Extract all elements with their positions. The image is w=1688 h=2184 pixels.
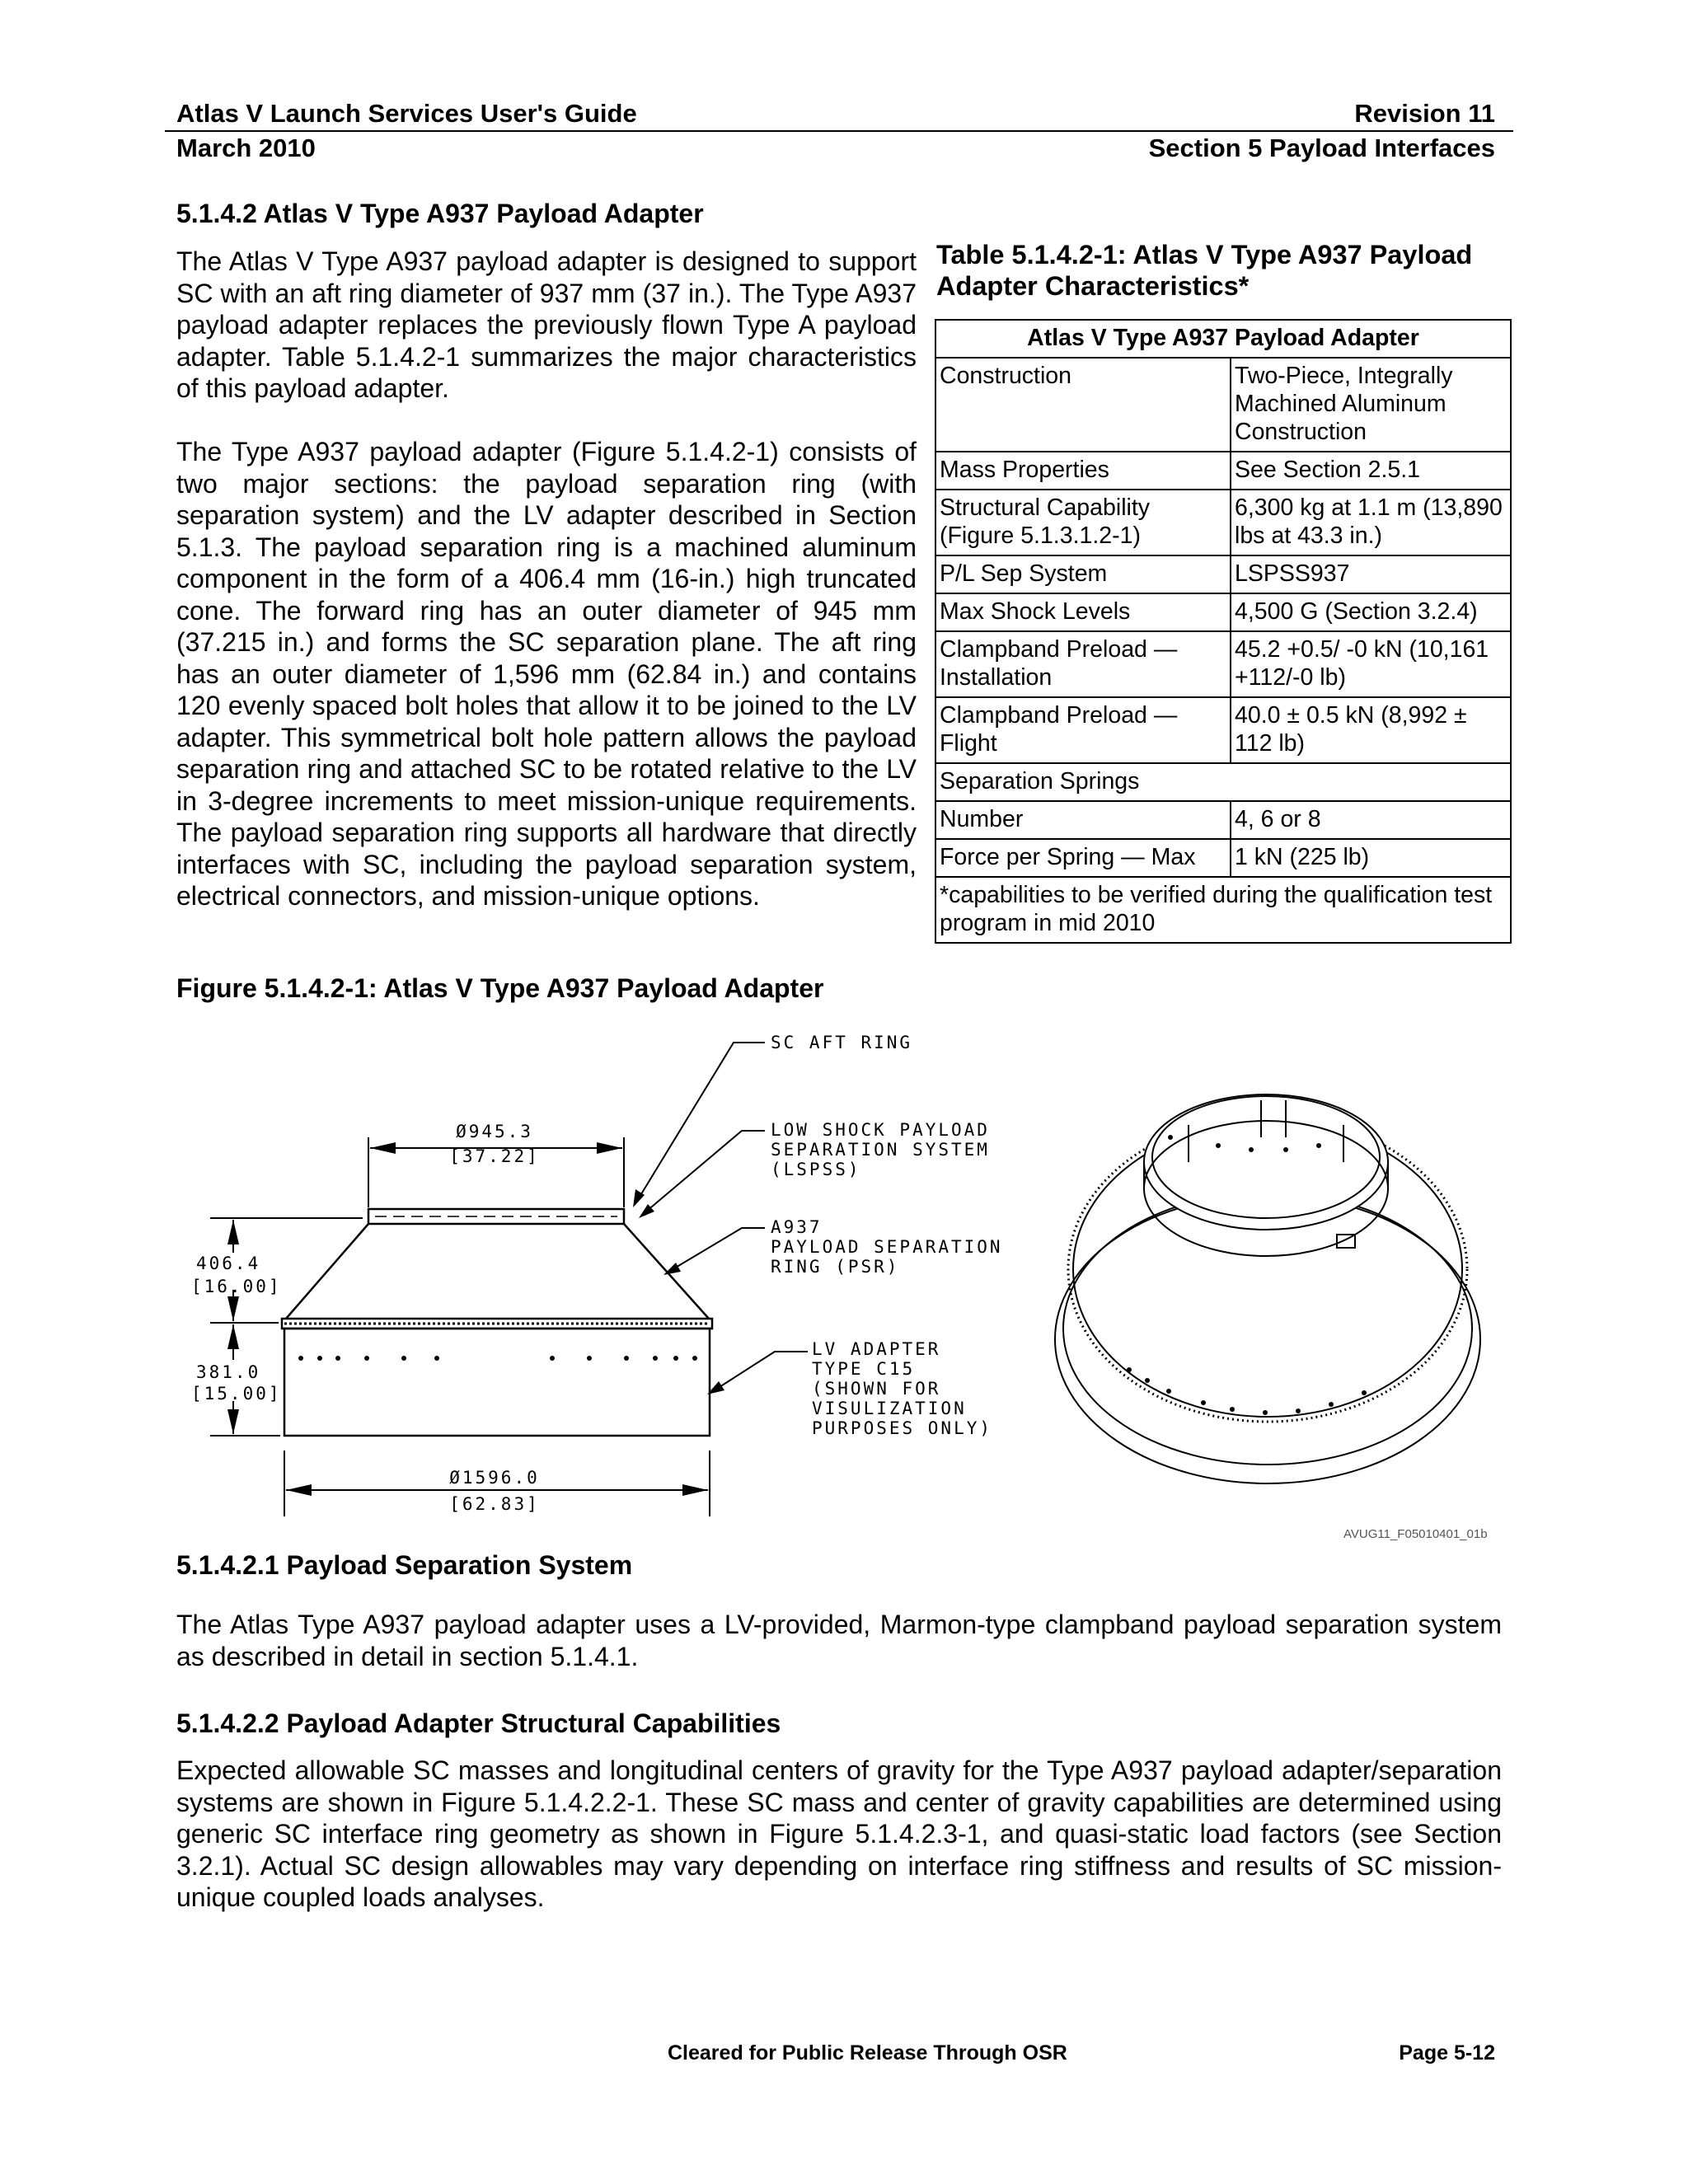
page-number: Page 5-12 [1399, 2041, 1495, 2064]
table-footnote: *capabilities to be verified during the qualification test program in mid 2010 [935, 877, 1511, 943]
footer-release: Cleared for Public Release Through OSR [668, 2041, 1067, 2064]
row-value: LSPSS937 [1231, 555, 1511, 593]
row-value: 6,300 kg at 1.1 m (13,890 lbs at 43.3 in.) [1231, 490, 1511, 555]
dim-bottom-mm: Ø1596.0 [449, 1468, 540, 1488]
row-label: Construction [935, 358, 1231, 452]
section-label: Section 5 Payload Interfaces [1148, 134, 1495, 162]
table-subheader: Separation Springs [935, 763, 1511, 801]
row-label: Max Shock Levels [935, 593, 1231, 631]
row-value: 4,500 G (Section 3.2.4) [1231, 593, 1511, 631]
intro-paragraph: The Atlas V Type A937 payload adapter is designed to support SC with an aft ring diameter of 937 mm (37 in.). The Type A937 payload adapter replaces the previously flown Type A payload adapter. Table 5.1.4.2-1 summarizes the major characteristics of this payload adapter. [176, 246, 917, 403]
detail-paragraph: The Type A937 payload adapter (Figure 5.1.4.2-1) consists of two major sections: the payload separation ring (with separation system) and the LV adapter described in Section 5.1.3. The payload separation ring is a machined aluminum component in the form of a 406.4 mm (16-in.) high truncated cone. The forward ring has an outer diameter of 945 mm (37.215 in.) and forms the SC separation plane. The aft ring has an outer diameter of 1,596 mm (62.84 in.) and contains 120 evenly spaced bolt holes that allow it to be joined to the LV adapter. This symmetrical bolt hole pattern allows the payload separation ring and attached SC to be rotated relative to the LV in 3-degree increments to meet mission-unique requirements. The payload separation ring supports all hardware that directly interfaces with SC, including the payload separation system, electrical connectors, and mission-unique options. [176, 437, 917, 911]
psr-cone [286, 1224, 709, 1319]
subsection-1-heading: 5.1.4.2.1 Payload Separation System [176, 1550, 633, 1580]
lv-adapter-body [284, 1329, 710, 1436]
figure-caption: Figure 5.1.4.2-1: Atlas V Type A937 Payload Adapter [176, 973, 824, 1003]
row-value: 1 kN (225 lb) [1231, 839, 1511, 877]
callout-lv-3: (SHOWN FOR [812, 1379, 941, 1399]
table-header: Atlas V Type A937 Payload Adapter [935, 320, 1511, 358]
adapter-isometric-view [1055, 1094, 1480, 1483]
dim-lv-height-mm: 381.0 [196, 1362, 261, 1382]
callout-lv-5: PURPOSES ONLY) [812, 1418, 993, 1438]
dim-psr-height-mm: 406.4 [196, 1254, 261, 1273]
row-value: 40.0 ± 0.5 kN (8,992 ± 112 lb) [1231, 697, 1511, 763]
subsection-2-text: Expected allowable SC masses and longitudinal centers of gravity for the Type A937 payload adapter/separation systems are shown in Figure 5.1.4.2.2-1. These SC mass and center of gravity capabilities are determined using generic SC interface ring geometry as shown in Figure 5.1.4.2.3-1, and quasi-static load factors (see Section 3.2.1). Actual SC design allowables may vary depending on interface ring stiffness and results of SC mission-unique coupled loads analyses. [176, 1755, 1502, 1912]
callout-lspss-2: SEPARATION SYSTEM [771, 1140, 990, 1160]
callout-psr-1: A937 [771, 1217, 823, 1237]
dim-psr-height-in: [16.00] [191, 1277, 282, 1296]
doc-title: Atlas V Launch Services User's Guide [176, 99, 637, 128]
adapter-side-view [282, 1209, 712, 1436]
callout-lv-1: LV ADAPTER [812, 1339, 941, 1359]
callout-lv-2: TYPE C15 [812, 1359, 916, 1379]
section-heading: 5.1.4.2 Atlas V Type A937 Payload Adapter [176, 199, 704, 228]
subsection-1-text: The Atlas Type A937 payload adapter uses a LV-provided, Marmon-type clampband payload separation system as described in detail in section 5.1.4.1. [176, 1610, 1502, 1671]
dim-top-in: [37.22] [449, 1146, 540, 1166]
doc-date: March 2010 [176, 134, 316, 162]
row-label: Clampband Preload — Installation [935, 631, 1231, 697]
row-label: Structural Capability (Figure 5.1.3.1.2-1) [935, 490, 1231, 555]
dim-top-mm: Ø945.3 [456, 1122, 533, 1141]
callout-lv-4: VISULIZATION [812, 1399, 967, 1418]
revision: Revision 11 [1354, 99, 1495, 128]
row-label: Force per Spring — Max [935, 839, 1231, 877]
callout-psr-3: RING (PSR) [771, 1257, 900, 1277]
row-value: See Section 2.5.1 [1231, 452, 1511, 490]
dim-bottom-in: [62.83] [449, 1494, 540, 1514]
dim-lv-height-in: [15.00] [191, 1384, 282, 1404]
callout-lspss-3: (LSPSS) [771, 1160, 861, 1179]
row-label: P/L Sep System [935, 555, 1231, 593]
callout-aft-ring: SC AFT RING [771, 1033, 913, 1052]
row-label: Clampband Preload — Flight [935, 697, 1231, 763]
callout-psr-2: PAYLOAD SEPARATION [771, 1237, 1003, 1257]
row-label: Mass Properties [935, 452, 1231, 490]
subsection-2-heading: 5.1.4.2.2 Payload Adapter Structural Capabilities [176, 1708, 781, 1738]
row-value: Two-Piece, Integrally Machined Aluminum Construction [1231, 358, 1511, 452]
row-label: Number [935, 801, 1231, 839]
row-value: 45.2 +0.5/ -0 kN (10,161 +112/-0 lb) [1231, 631, 1511, 697]
row-value: 4, 6 or 8 [1231, 801, 1511, 839]
figure-id: AVUG11_F05010401_01b [1343, 1527, 1488, 1541]
lv-adapter-holes [298, 1356, 697, 1361]
table-caption: Table 5.1.4.2-1: Atlas V Type A937 Payload Adapter Characteristics* [936, 240, 1473, 301]
callout-lspss-1: LOW SHOCK PAYLOAD [771, 1120, 990, 1140]
